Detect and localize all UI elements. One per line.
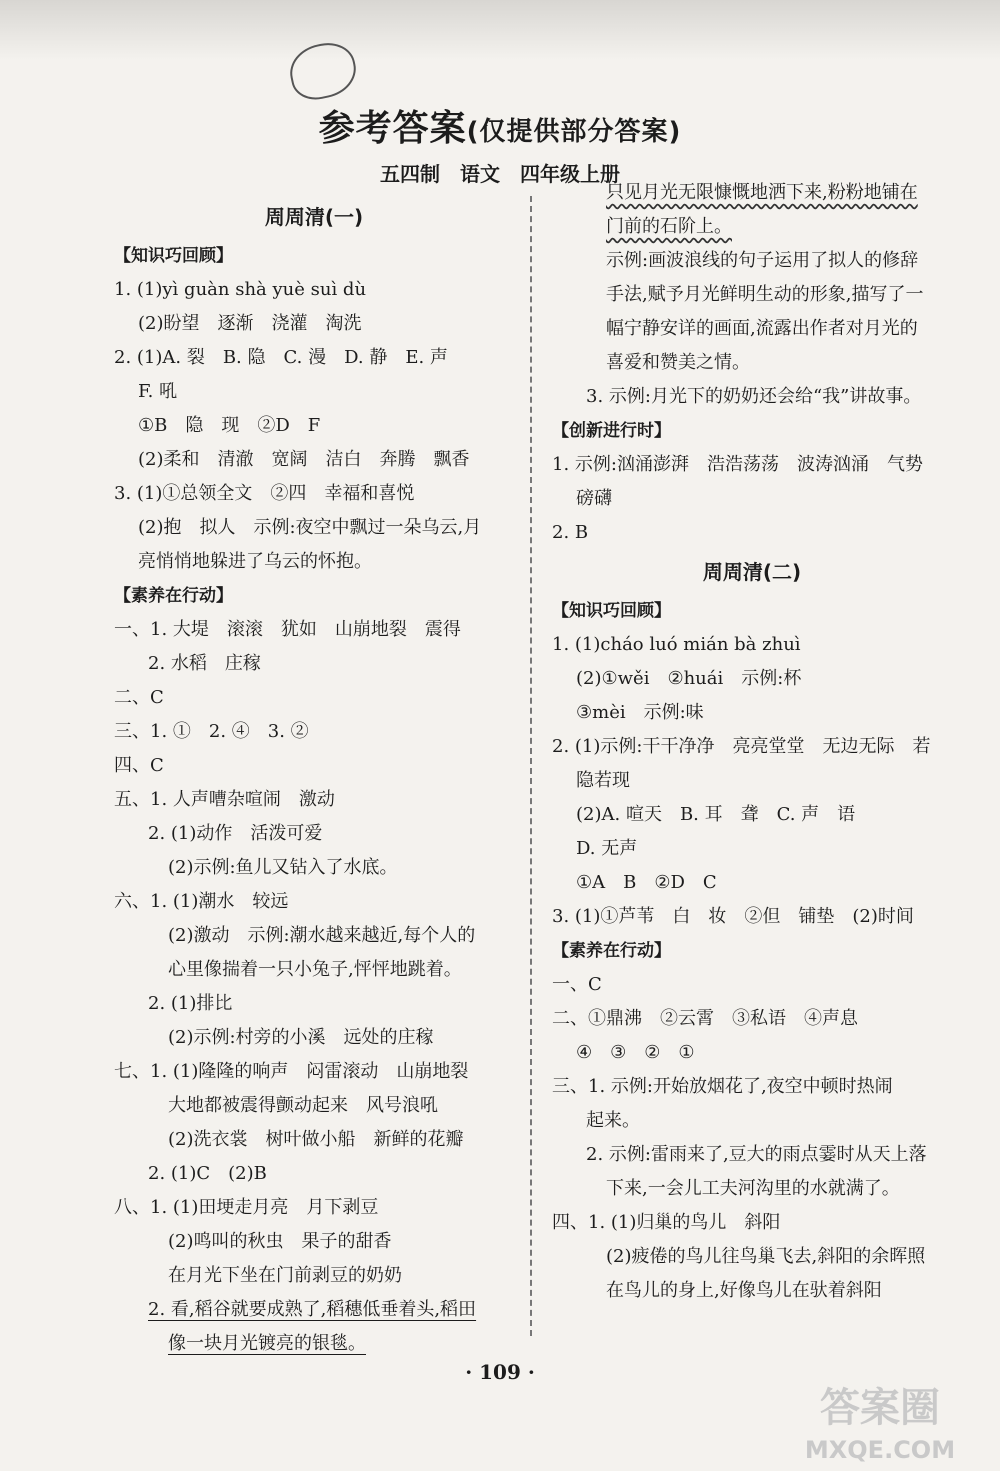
subsection-heading: 【素养在行动】 [552, 941, 671, 961]
answer-line: 在鸟儿的身上,好像鸟儿在驮着斜阳 [606, 1280, 882, 1301]
answer-line: F. 吼 [138, 381, 178, 402]
answer-line: (2)示例:鱼儿又钻入了水底。 [168, 857, 398, 878]
answer-line: (2)疲倦的鸟儿往鸟巢飞去,斜阳的余晖照 [606, 1246, 926, 1267]
answer-line: 像一块月光镀亮的银毯。 [168, 1333, 366, 1354]
answer-line: 亮悄悄地躲进了乌云的怀抱。 [138, 551, 372, 572]
answer-line: 3. (1)①总领全文 ②四 幸福和喜悦 [114, 483, 415, 504]
watermark-url: MXQE.COM [804, 1436, 956, 1464]
watermark-logo [770, 1380, 990, 1470]
answer-line: 三、1. ① 2. ④ 3. ② [114, 721, 309, 742]
answer-line: (2)洗衣裳 树叶做小船 新鲜的花瓣 [168, 1129, 464, 1150]
section-heading: 周周清(一) [264, 205, 364, 229]
answer-line: 3. (1)①芦苇 白 妆 ②但 铺垫 (2)时间 [552, 906, 914, 927]
answer-line: 八、1. (1)田埂走月亮 月下剥豆 [114, 1197, 379, 1218]
answer-line: 1. (1)yì guàn shà yuè suì dù [114, 279, 367, 300]
page-number: · 109 · [465, 1360, 535, 1384]
answer-line: 五、1. 人声嘈杂喧闹 激动 [114, 789, 335, 810]
answer-line: 七、1. (1)隆隆的响声 闷雷滚动 山崩地裂 [114, 1061, 469, 1082]
answer-line: 1. (1)cháo luó mián bà zhuì [552, 634, 801, 655]
answer-line: 三、1. 示例:开始放烟花了,夜空中顿时热闹 [552, 1076, 893, 1097]
answer-line: 二、①鼎沸 ②云霄 ③私语 ④声息 [552, 1008, 858, 1029]
answer-line: (2)柔和 清澈 宽阔 洁白 奔腾 飘香 [138, 449, 470, 470]
answer-line: 下来,一会儿工夫河沟里的水就满了。 [606, 1178, 900, 1199]
answer-line: 2. (1)动作 活泼可爱 [148, 823, 323, 844]
answer-line: (2)示例:村旁的小溪 远处的庄稼 [168, 1027, 434, 1048]
answer-line: (2)盼望 逐渐 浇灌 淘洗 [138, 313, 362, 334]
page-subtitle: 五四制 语文 四年级上册 [380, 162, 620, 186]
answer-line: (2)激动 示例:潮水越来越近,每个人的 [168, 925, 476, 946]
answer-line: 在月光下坐在门前剥豆的奶奶 [168, 1265, 402, 1286]
answer-line: ①A B ②D C [576, 872, 717, 893]
answer-line: 一、C [552, 974, 602, 995]
right-column [552, 176, 952, 1308]
page-top-shade [0, 0, 1000, 60]
answer-line: 只见月光无限慷慨地洒下来,粉粉地铺在 [606, 182, 918, 203]
answer-line: 起来。 [586, 1110, 640, 1131]
column-divider [530, 196, 532, 1336]
answer-line: ①B 隐 现 ②D F [138, 415, 321, 436]
answer-line: (2)①wěi ②huái 示例:杯 [576, 668, 802, 689]
answer-line: (2)抱 拟人 示例:夜空中飘过一朵乌云,月 [138, 517, 482, 538]
subsection-heading: 【知识巧回顾】 [552, 601, 671, 621]
answer-line: 2. (1)A. 裂 B. 隐 C. 漫 D. 静 E. 声 [114, 347, 448, 368]
answer-line: 2. 示例:雷雨来了,豆大的雨点霎时从天上落 [586, 1144, 927, 1165]
subsection-heading: 【素养在行动】 [114, 586, 233, 606]
answer-line: 幅宁静安详的画面,流露出作者对月光的 [606, 318, 918, 339]
answer-line: 门前的石阶上。 [606, 216, 732, 237]
answer-line: 四、C [114, 755, 164, 776]
answer-line: 磅礴 [576, 488, 612, 509]
answer-line: 一、1. 大堤 滚滚 犹如 山崩地裂 震得 [114, 619, 461, 640]
answer-line: 1. 示例:汹涌澎湃 浩浩荡荡 波涛汹涌 气势 [552, 454, 923, 475]
answer-line: 手法,赋予月光鲜明生动的形象,描写了一 [606, 284, 924, 305]
answer-line: 2. B [552, 522, 589, 543]
subsection-heading: 【知识巧回顾】 [114, 246, 233, 266]
answer-line: ④ ③ ② ① [576, 1042, 695, 1063]
answer-line: 2. 看,稻谷就要成熟了,稻穗低垂着头,稻田 [148, 1299, 477, 1320]
answer-line: 四、1. (1)归巢的鸟儿 斜阳 [552, 1212, 781, 1233]
answer-line: 2. (1)C (2)B [148, 1163, 267, 1184]
answer-line: 心里像揣着一只小兔子,怦怦地跳着。 [168, 959, 462, 980]
answer-line: 2. 水稻 庄稼 [148, 653, 261, 674]
title-main: 参考答案 [318, 108, 467, 149]
answer-line: 3. 示例:月光下的奶奶还会给“我”讲故事。 [586, 386, 922, 407]
answer-line: 二、C [114, 687, 164, 708]
answer-line: D. 无声 [576, 838, 638, 859]
page-title [0, 100, 1000, 151]
section-heading: 周周清(二) [702, 560, 802, 584]
left-column [114, 195, 514, 1361]
answer-line: (2)鸣叫的秋虫 果子的甜香 [168, 1231, 392, 1252]
answer-line: 喜爱和赞美之情。 [606, 352, 750, 373]
answer-line: 隐若现 [576, 770, 630, 791]
answer-line: 2. (1)排比 [148, 993, 233, 1014]
answer-line: ③mèi 示例:味 [576, 702, 704, 723]
answer-line: 示例:画波浪线的句子运用了拟人的修辞 [606, 250, 919, 271]
answer-line: 六、1. (1)潮水 较远 [114, 891, 289, 912]
answer-line: 大地都被震得颤动起来 风号浪吼 [168, 1095, 438, 1116]
subsection-heading: 【创新进行时】 [552, 421, 671, 441]
answer-line: 2. (1)示例:干干净净 亮亮堂堂 无边无际 若 [552, 736, 931, 757]
answer-line: (2)A. 喧天 B. 耳 聋 C. 声 语 [576, 804, 856, 825]
watermark-text: 答案圈 [820, 1385, 940, 1431]
title-sub: (仅提供部分答案) [466, 117, 682, 147]
